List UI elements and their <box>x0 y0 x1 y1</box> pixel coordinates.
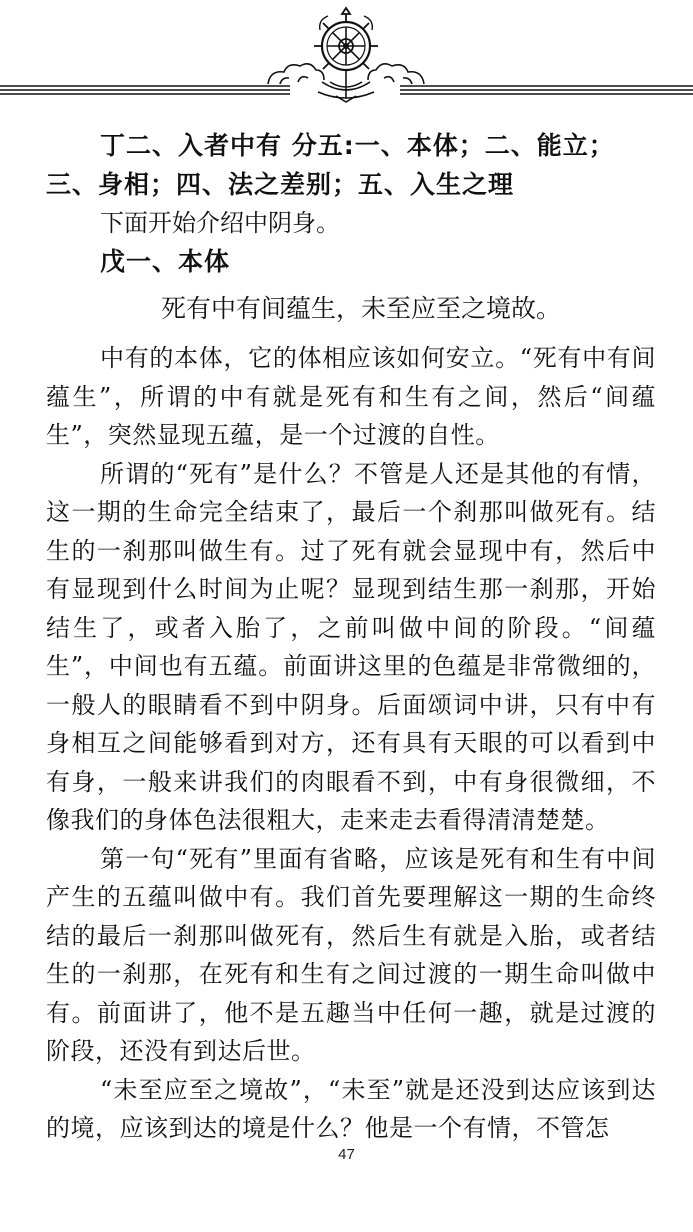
header-ornament <box>0 0 693 110</box>
paragraph-1: 中有的本体，它的体相应该如何安立。“死有中有间蕴生”，所谓的中有就是死有和生有之间，然后“间蕴生”，突然显现五蕴，是一个过渡的自性。 <box>46 344 656 449</box>
dharma-wheel-icon <box>314 8 378 70</box>
paragraph-4: “未至应至之境故”，“未至”就是还没到达应该到达的境，应该到达的境是什么？他是一个有情，不管怎 <box>46 1075 656 1142</box>
cloud-left-icon <box>268 64 324 84</box>
paragraph-2: 所谓的“死有”是什么？不管是人还是其他的有情，这一期的生命完全结束了，最后一个刹那叫做死有。结生的一刹那叫做生有。过了死有就会显现中有，然后中有显现到什么时间为止呢？显现到结生那一刹那，开始结生了，或者入胎了，之前叫做中间的阶段。“间蕴生”，中间也有五蕴。前面讲这里的色蕴是非常微细的，一般人的眼睛看不到中阴身。后面颂词中讲，只有中有身相互之间能够看到对方，还有具有天眼的可以看到中有身，一般来讲我们的肉眼看不到，中有身很微细，不像我们的身体色法很粗大，走来走去看得清清楚楚。 <box>46 459 656 834</box>
verse-line: 死有中有间蕴生，未至应至之境故。 <box>160 294 561 323</box>
paragraph-3: 第一句“死有”里面有省略，应该是死有和生有中间产生的五蕴叫做中有。我们首先要理解这一期的生命终结的最后一刹那叫做死有，然后生有就是入胎，或者结生的一刹那，在死有和生有之间过渡的一期生命叫做中有。前面讲了，他不是五趣当中任何一趣，就是过渡的阶段，还没有到达后世。 <box>46 844 656 1065</box>
page-header <box>0 0 693 110</box>
header-rule-right <box>400 86 693 94</box>
intro-line: 下面开始介绍中阴身。 <box>100 209 340 237</box>
subheading: 戊一、本体 <box>100 247 231 276</box>
cloud-right-icon <box>368 64 424 84</box>
page-number: 47 <box>338 1146 355 1163</box>
page-body <box>46 126 656 1148</box>
section-heading: 丁二、入者中有 分五:一、本体；二、能立；三、身相；四、法之差别；五、入生之理 <box>46 131 615 199</box>
lotus-base-icon <box>318 70 374 102</box>
header-rule-left <box>0 86 290 94</box>
